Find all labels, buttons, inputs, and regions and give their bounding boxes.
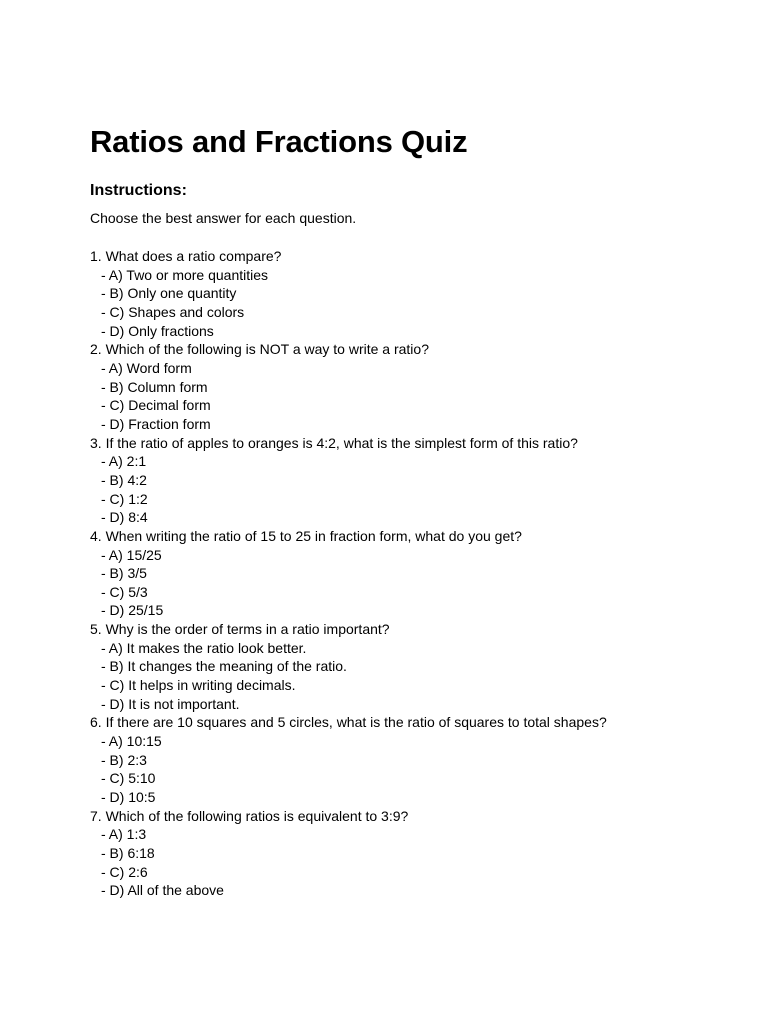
answer-option-d: - D) Fraction form	[101, 415, 211, 432]
answer-option-a: - A) 2:1	[101, 453, 147, 470]
answer-option-b: - B) 4:2	[101, 471, 147, 488]
question-text: 5. Why is the order of terms in a ratio important?	[90, 621, 390, 638]
answer-option-a: - A) 1:3	[101, 826, 147, 843]
question-text: 2. Which of the following is NOT a way to write a ratio?	[90, 341, 429, 358]
answer-option-b: - B) 2:3	[101, 751, 147, 768]
question-7	[90, 807, 730, 900]
answer-option-a: - A) Two or more quantities	[101, 266, 269, 283]
question-4	[90, 527, 730, 620]
answer-option-d: - D) 25/15	[101, 602, 164, 619]
quiz-questions	[90, 247, 730, 900]
answer-option-c: - C) 2:6	[101, 863, 148, 880]
answer-option-d: - D) It is not important.	[101, 695, 240, 712]
question-text: 3. If the ratio of apples to oranges is 4:2, what is the simplest form of this ratio?	[90, 434, 578, 451]
question-3	[90, 434, 730, 527]
document-page	[90, 124, 730, 900]
answer-option-b: - B) Only one quantity	[101, 285, 237, 302]
answer-option-a: - A) Word form	[101, 359, 192, 376]
answer-option-c: - C) 5:10	[101, 770, 156, 787]
answer-option-a: - A) It makes the ratio look better.	[101, 639, 307, 656]
answer-option-d: - D) All of the above	[101, 882, 224, 899]
answer-option-a: - A) 15/25	[101, 546, 162, 563]
answer-option-c: - C) 5/3	[101, 583, 148, 600]
question-text: 1. What does a ratio compare?	[90, 248, 282, 264]
question-6	[90, 713, 730, 806]
page-title: Ratios and Fractions Quiz	[90, 124, 468, 159]
instructions-text: Choose the best answer for each question.	[90, 210, 357, 226]
question-text: 7. Which of the following ratios is equivalent to 3:9?	[90, 807, 409, 824]
answer-option-b: - B) 3/5	[101, 565, 147, 582]
answer-option-d: - D) 8:4	[101, 509, 148, 526]
question-text: 4. When writing the ratio of 15 to 25 in fraction form, what do you get?	[90, 527, 522, 544]
answer-option-a: - A) 10:15	[101, 733, 162, 750]
answer-option-c: - C) It helps in writing decimals.	[101, 677, 296, 694]
instructions-heading: Instructions:	[90, 182, 187, 199]
answer-option-c: - C) Shapes and colors	[101, 303, 245, 320]
answer-option-b: - B) 6:18	[101, 845, 155, 861]
question-2	[90, 340, 730, 433]
answer-option-c: - C) Decimal form	[101, 397, 211, 414]
question-1	[90, 247, 730, 340]
answer-option-b: - B) It changes the meaning of the ratio.	[101, 658, 347, 675]
answer-option-d: - D) 10:5	[101, 789, 156, 806]
answer-option-b: - B) Column form	[101, 378, 208, 395]
answer-option-d: - D) Only fractions	[101, 322, 214, 339]
question-5	[90, 620, 730, 713]
question-text: 6. If there are 10 squares and 5 circles, what is the ratio of squares to total shapes?	[90, 714, 607, 731]
answer-option-c: - C) 1:2	[101, 490, 148, 507]
